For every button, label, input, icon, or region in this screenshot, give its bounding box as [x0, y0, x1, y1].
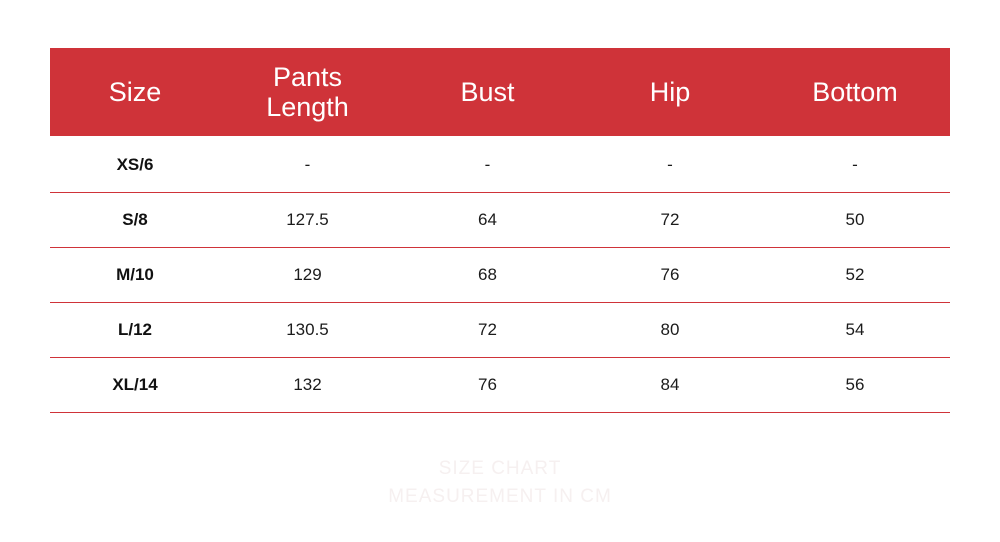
cell-size: L/12	[50, 303, 220, 358]
watermark-line-2: MEASUREMENT IN CM	[388, 486, 612, 507]
column-header-pants-length-label-line1: Pants	[272, 62, 343, 92]
cell-pants-length: 130.5	[220, 303, 395, 358]
cell-bottom: 56	[760, 358, 950, 413]
cell-bust: 72	[395, 303, 580, 358]
table-row	[50, 248, 950, 303]
column-header-bust	[395, 48, 580, 136]
table-header-row	[50, 48, 950, 136]
column-header-pants-length-label-line2: Length	[266, 92, 349, 122]
cell-bottom: 52	[760, 248, 950, 303]
cell-bust: 64	[395, 193, 580, 248]
cell-hip: 84	[580, 358, 760, 413]
cell-size: XS/6	[50, 136, 220, 193]
column-header-bust-label: Bust	[460, 77, 515, 107]
table-row	[50, 303, 950, 358]
column-header-pants-length	[220, 48, 395, 136]
column-header-hip	[580, 48, 760, 136]
cell-size: M/10	[50, 248, 220, 303]
column-header-size	[50, 48, 220, 136]
cell-bust: 68	[395, 248, 580, 303]
cell-hip: 76	[580, 248, 760, 303]
size-chart-table-wrapper	[50, 48, 950, 413]
column-header-bottom	[760, 48, 950, 136]
table-header	[50, 48, 950, 136]
cell-hip: 72	[580, 193, 760, 248]
table-row	[50, 193, 950, 248]
column-header-size-label: Size	[108, 77, 162, 107]
watermark	[0, 455, 1000, 511]
cell-bottom: 54	[760, 303, 950, 358]
column-header-bottom-label: Bottom	[812, 77, 898, 107]
cell-bust: -	[395, 136, 580, 193]
cell-size: S/8	[50, 193, 220, 248]
cell-pants-length: 127.5	[220, 193, 395, 248]
table-row	[50, 358, 950, 413]
cell-hip: -	[580, 136, 760, 193]
table-body	[50, 136, 950, 413]
table-row	[50, 136, 950, 193]
column-header-hip-label: Hip	[649, 77, 691, 107]
cell-pants-length: -	[220, 136, 395, 193]
watermark-line-1: SIZE CHART	[438, 458, 562, 479]
cell-bottom: -	[760, 136, 950, 193]
size-chart-table	[50, 48, 950, 413]
cell-pants-length: 132	[220, 358, 395, 413]
cell-bottom: 50	[760, 193, 950, 248]
cell-size: XL/14	[50, 358, 220, 413]
cell-hip: 80	[580, 303, 760, 358]
cell-pants-length: 129	[220, 248, 395, 303]
cell-bust: 76	[395, 358, 580, 413]
